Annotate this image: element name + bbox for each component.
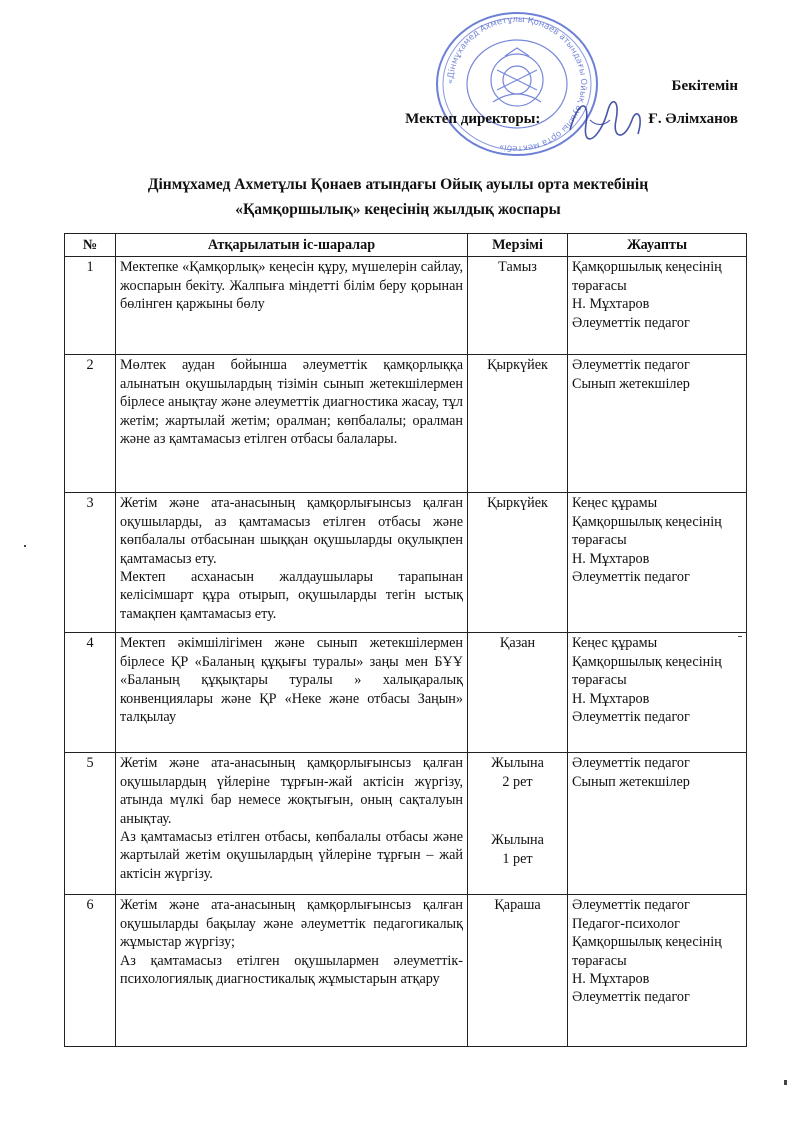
activity-paragraph: Аз қамтамасыз етілген оқушылармен әлеуметтік-психологиялық диагностикалық жұмыстарын атқару xyxy=(120,952,463,988)
scan-speck xyxy=(24,545,26,547)
responsible-line: Н. Мұхтаров xyxy=(572,971,650,988)
row-responsible xyxy=(568,895,747,1047)
row-deadline: Қыркүйек xyxy=(468,355,568,493)
row-number: 2 xyxy=(65,355,116,493)
row-activity: Мөлтек аудан бойынша әлеуметтік қамқорлыққа алынатын оқушылардың тізімін сынып жетекшілермен бірлесе анықтау және әлеуметтік диагностика жасау, тұл жетім; жартылай жетім; оралман; көпбалалы; оралман және аз қамтамасыз етілген отбасы балалары. xyxy=(116,355,468,493)
responsible-line: Әлеуметтік педагог xyxy=(572,709,690,726)
responsible-line: Әлеуметтік педагог xyxy=(572,755,690,772)
responsible-line: Әлеуметтік педагог xyxy=(572,357,690,374)
row-number: 5 xyxy=(65,753,116,895)
responsible-line: Әлеуметтік педагог xyxy=(572,314,690,331)
activity-paragraph: Жетім және ата-анасының қамқорлығынсыз қалған оқушыларды, аз қамтамасыз етілген отбасы және көпбалалы отбасынан шыққан оқушыларды оқулықпен қамтамасыз ету. xyxy=(120,495,463,567)
approve-label: Бекітемін xyxy=(671,78,738,94)
row-number: 4 xyxy=(65,633,116,753)
activity-paragraph: Жетім және ата-анасының қамқорлығынсыз қалған оқушылардың үйлеріне тұрғын-жай актісін жүргізу, атында мүлкі бар немесе жоқтығын, оның сақталуын анықтау. xyxy=(120,755,463,827)
row-number: 6 xyxy=(65,895,116,1047)
row-responsible xyxy=(568,493,747,633)
responsible-line: Әлеуметтік педагог xyxy=(572,897,690,914)
seal-text: «Дінмұхамед Ахметұлы Қонаев атындағы Ойық ауылы орта мектебі» xyxy=(445,14,589,154)
scan-speck xyxy=(784,1080,787,1085)
deadline-line: 2 рет xyxy=(502,773,533,790)
header-number: № xyxy=(65,234,116,257)
responsible-line: Сынып жетекшілер xyxy=(572,773,690,790)
row-deadline xyxy=(468,753,568,895)
row-responsible xyxy=(568,257,747,355)
deadline-line: Жылына xyxy=(491,832,544,849)
table-row xyxy=(65,753,747,895)
responsible-line: Қамқоршылық кеңесінің төрағасы xyxy=(572,653,722,689)
table-row xyxy=(65,493,747,633)
row-activity: Мектеп әкімшілігімен және сынып жетекшілермен бірлесе ҚР «Баланың құқығы туралы» заңы мен БҰҰ «Баланың құқықтары туралы » халықаралық конвенциялары және ҚР «Неке және отбасы Заңын» талқылау xyxy=(116,633,468,753)
table-row xyxy=(65,257,747,355)
responsible-line: Н. Мұхтаров xyxy=(572,296,650,313)
row-number: 3 xyxy=(65,493,116,633)
table-header-row xyxy=(65,234,747,257)
approval-block xyxy=(405,70,738,136)
responsible-line: Сынып жетекшілер xyxy=(572,375,690,392)
title-line-2: «Қамқоршылық» кеңесінің жылдық жоспары xyxy=(235,201,561,218)
table-row xyxy=(65,895,747,1047)
row-deadline: Қыркүйек xyxy=(468,493,568,633)
responsible-line: Әлеуметтік педагог xyxy=(572,569,690,586)
row-number: 1 xyxy=(65,257,116,355)
row-deadline: Қазан xyxy=(468,633,568,753)
director-label: Мектеп директоры: xyxy=(405,111,541,127)
responsible-line: Қамқоршылық кеңесінің төрағасы xyxy=(572,259,722,294)
activity-paragraph: Жетім және ата-анасының қамқорлығынсыз қалған оқушыларды бақылау және әлеуметтік педагогикалық жұмыстар жүргізу; xyxy=(120,897,463,951)
activity-paragraph: Аз қамтамасыз етілген отбасы, көпбалалы отбасы және жартылай жетім оқушылардың үйлеріне тұрғын – жай актісін жүргізу. xyxy=(120,829,463,882)
responsible-line: Әлеуметтік педагог xyxy=(572,989,690,1006)
deadline-line: Жылына xyxy=(491,755,544,772)
responsible-line: Қамқоршылық кеңесінің төрағасы xyxy=(572,934,722,969)
activity-paragraph: Мектеп асханасын жалдаушылары тарапынан келісімшарт құра отырып, оқушыларды тегін ыстық тамақпен қамтамасыз ету. xyxy=(120,569,463,622)
row-activity xyxy=(116,895,468,1047)
plan-table xyxy=(64,233,747,1047)
row-responsible xyxy=(568,355,747,493)
document-title xyxy=(0,172,796,222)
row-responsible xyxy=(568,633,747,753)
responsible-line: Кеңес құрамы xyxy=(572,635,658,652)
responsible-line: Кеңес құрамы xyxy=(572,495,658,512)
header-deadline: Мерзімі xyxy=(468,234,568,257)
row-deadline: Қараша xyxy=(468,895,568,1047)
title-line-1: Дінмұхамед Ахметұлы Қонаев атындағы Ойық ауылы орта мектебінің xyxy=(147,176,649,193)
header-responsible: Жауапты xyxy=(568,234,747,257)
responsible-line: Н. Мұхтаров xyxy=(572,690,650,707)
table-row xyxy=(65,355,747,493)
header-activity: Атқарылатын іс-шаралар xyxy=(116,234,468,257)
table-row xyxy=(65,633,747,753)
row-activity xyxy=(116,753,468,895)
row-deadline: Тамыз xyxy=(468,257,568,355)
row-responsible xyxy=(568,753,747,895)
scan-speck xyxy=(738,636,742,637)
responsible-line: Қамқоршылық кеңесінің төрағасы xyxy=(572,513,722,549)
deadline-line: 1 рет xyxy=(502,850,533,867)
row-activity: Мектепке «Қамқорлық» кеңесін құру, мүшелерін сайлау, жоспарын бекіту. Жалпыға міндетті білім беру қорынан бөлінген қаржыны бөлу xyxy=(116,257,468,355)
row-activity xyxy=(116,493,468,633)
responsible-line: Н. Мұхтаров xyxy=(572,550,650,567)
responsible-line: Педагог-психолог xyxy=(572,915,680,932)
director-name: Ғ. Әлімханов xyxy=(648,111,738,127)
